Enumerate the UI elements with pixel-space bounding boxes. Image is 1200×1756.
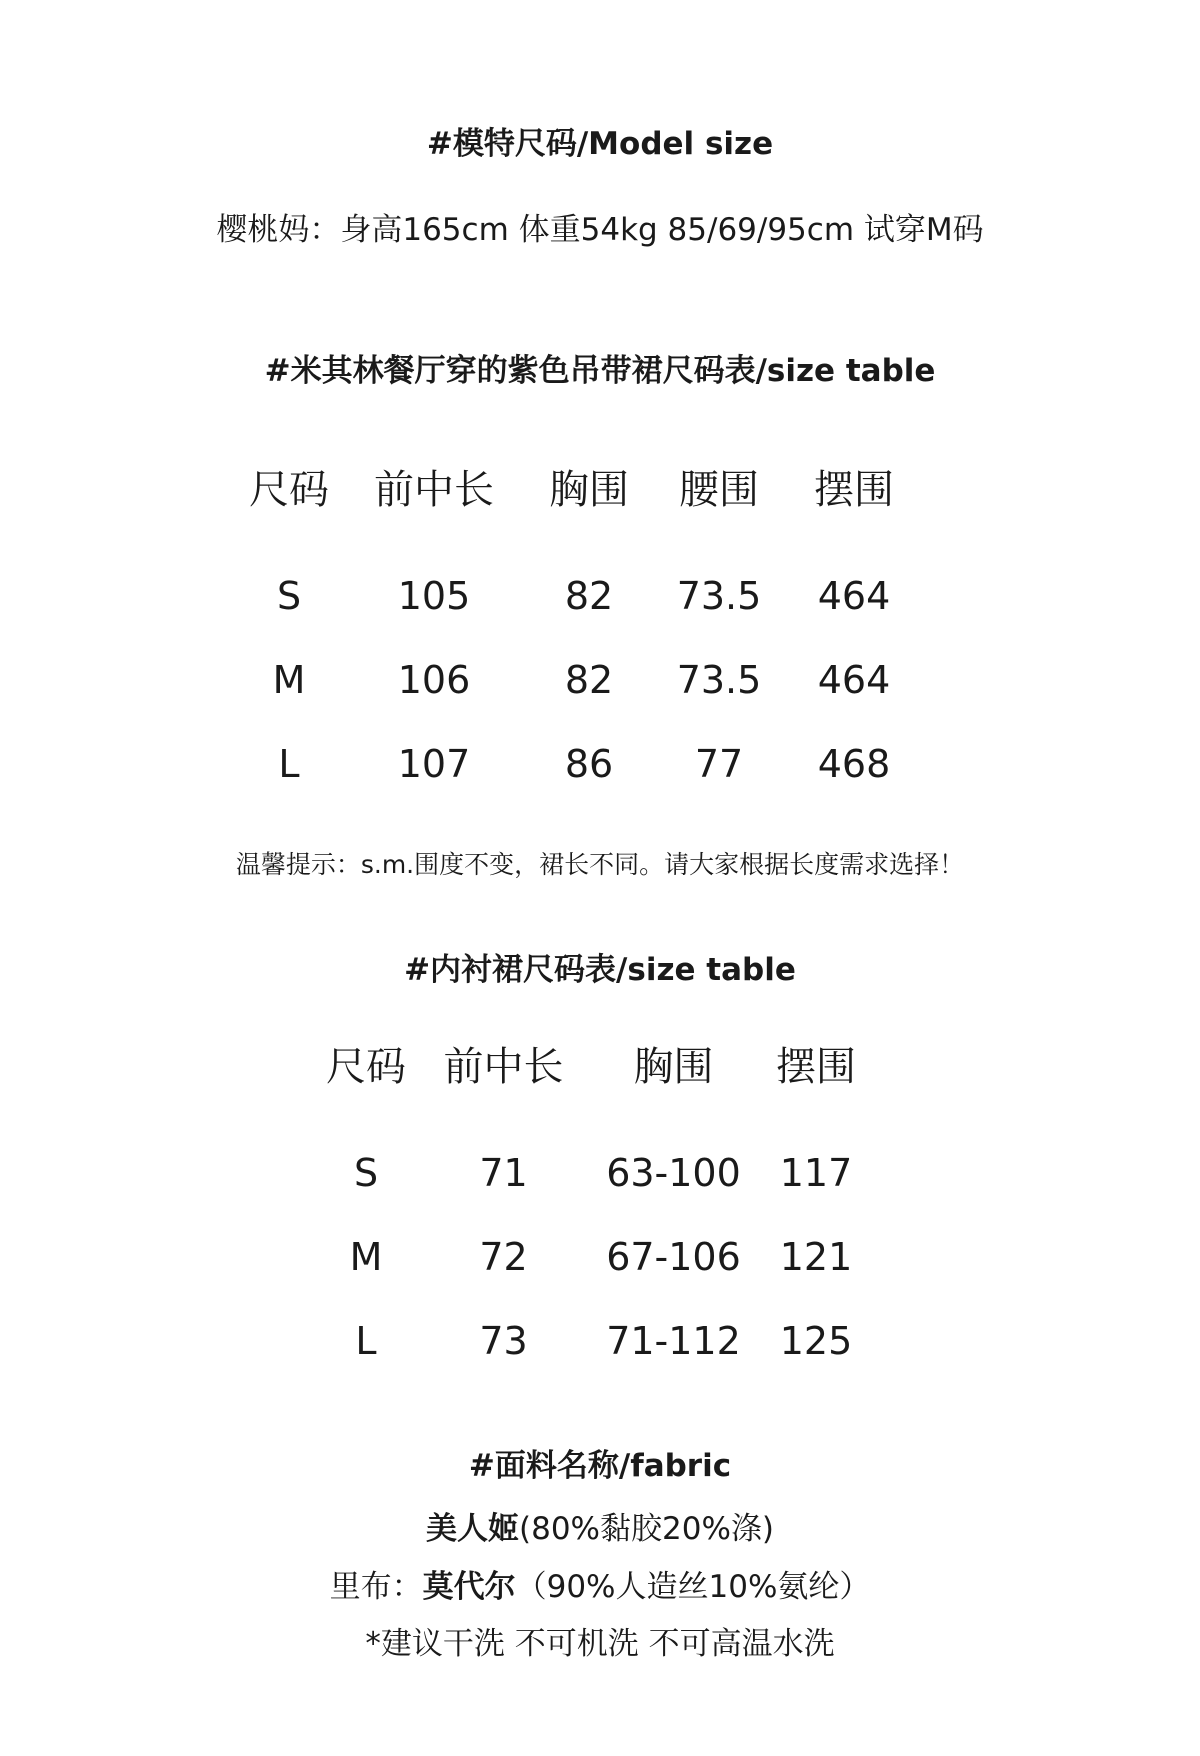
table-cell: M xyxy=(349,1235,383,1279)
column-header-front-length: 前中长 xyxy=(443,1043,564,1090)
table-row xyxy=(234,638,924,722)
table-cell: 464 xyxy=(817,658,891,702)
fabric-lining-label: 里布： xyxy=(329,1569,423,1605)
table-cell: 72 xyxy=(479,1235,528,1279)
lining-size-table xyxy=(316,1033,876,1383)
table-cell: 73.5 xyxy=(676,574,762,618)
table-cell: S xyxy=(276,574,302,618)
table-cell: 117 xyxy=(779,1151,853,1195)
table-cell: L xyxy=(355,1319,377,1363)
table-cell: 468 xyxy=(817,742,891,786)
table-cell: L xyxy=(278,742,300,786)
table-cell: 464 xyxy=(817,574,891,618)
table-cell: 106 xyxy=(397,658,471,702)
table-cell: 82 xyxy=(564,658,614,702)
fabric-heading: #面料名称/fabric xyxy=(468,1448,732,1484)
column-header-bust: 胸围 xyxy=(549,466,629,513)
table-cell: 73.5 xyxy=(676,658,762,702)
column-header-waist: 腰围 xyxy=(679,466,759,513)
table-row xyxy=(316,1131,876,1215)
table-cell: 77 xyxy=(694,742,744,786)
table-cell: 71 xyxy=(479,1151,528,1195)
care-instructions: *建议干洗 不可机洗 不可高温水洗 xyxy=(365,1626,835,1662)
table-cell: 82 xyxy=(564,574,614,618)
fabric-main-composition: (80%黏胶20%涤) xyxy=(519,1511,774,1547)
lining-size-heading: #内衬裙尺码表/size table xyxy=(404,952,796,988)
column-header-size: 尺码 xyxy=(249,466,329,513)
dress-size-table xyxy=(234,456,924,806)
fabric-lining-line xyxy=(0,1561,1200,1606)
table-cell: 86 xyxy=(564,742,614,786)
table-cell: 105 xyxy=(397,574,471,618)
model-size-heading: #模特尺码/Model size xyxy=(426,126,774,162)
table-header-row xyxy=(316,1033,876,1093)
fabric-main-name: 美人姬 xyxy=(426,1511,519,1547)
table-row xyxy=(234,554,924,638)
table-cell: 107 xyxy=(397,742,471,786)
table-row xyxy=(316,1299,876,1383)
column-header-hem: 摆围 xyxy=(776,1043,856,1090)
column-header-size: 尺码 xyxy=(326,1043,406,1090)
table-row xyxy=(316,1093,876,1131)
table-cell: 121 xyxy=(779,1235,853,1279)
fabric-lining-name: 莫代尔 xyxy=(422,1569,516,1605)
table-cell: S xyxy=(353,1151,379,1195)
table-row xyxy=(316,1215,876,1299)
table-cell: 67-106 xyxy=(606,1235,741,1279)
dress-size-heading: #米其林餐厅穿的紫色吊带裙尺码表/size table xyxy=(264,353,936,389)
table-cell: M xyxy=(272,658,306,702)
table-cell: 71-112 xyxy=(606,1319,741,1363)
fabric-main-line xyxy=(0,1503,1200,1548)
fabric-lining-composition: （90%人造丝10%氨纶） xyxy=(515,1569,871,1605)
table-header-row xyxy=(234,456,924,516)
column-header-front-length: 前中长 xyxy=(374,466,494,513)
table-cell: 63-100 xyxy=(606,1151,741,1195)
table-row xyxy=(234,722,924,806)
table-cell: 73 xyxy=(479,1319,528,1363)
table-cell: 125 xyxy=(779,1319,853,1363)
table-row xyxy=(234,516,924,554)
model-measurements: 樱桃妈：身高165cm 体重54kg 85/69/95cm 试穿M码 xyxy=(216,212,984,248)
column-header-hem: 摆围 xyxy=(814,466,894,513)
column-header-bust: 胸围 xyxy=(633,1043,714,1090)
size-tip: 温馨提示：s.m.围度不变，裙长不同。请大家根据长度需求选择！ xyxy=(235,850,965,879)
